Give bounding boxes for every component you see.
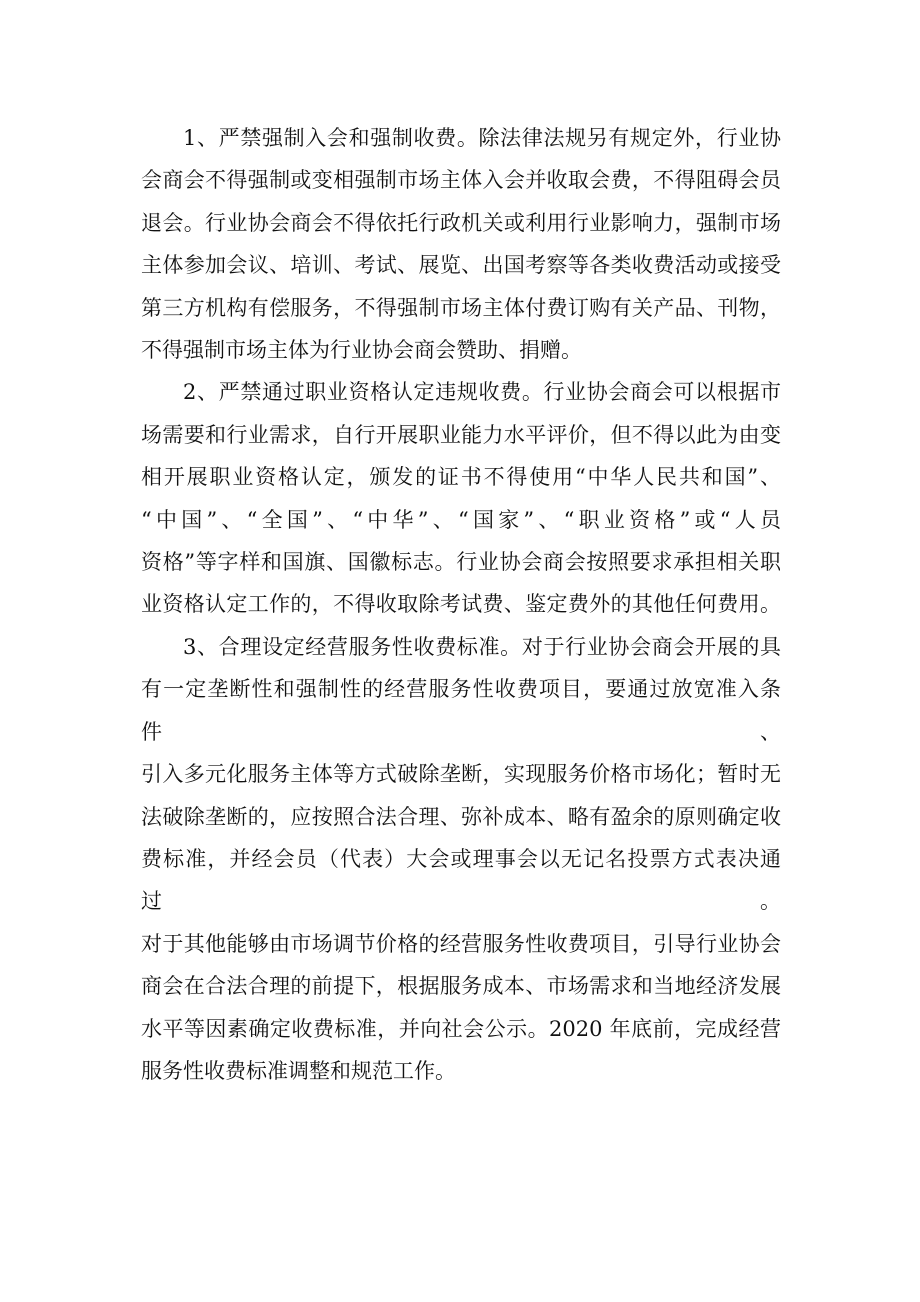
- text-line: 场需要和行业需求，自行开展职业能力水平评价，但不得以此为由变: [141, 422, 781, 447]
- text-line: 业资格认定工作的，不得收取除考试费、鉴定费外的其他任何费用。: [141, 592, 781, 617]
- text-line: 2、严禁通过职业资格认定违规收费。行业协会商会可以根据市: [183, 380, 781, 405]
- text-line: 引入多元化服务主体等方式破除垄断，实现服务价格市场化；暂时无: [141, 762, 781, 787]
- paragraph-3: [141, 626, 781, 1092]
- paragraph-2: [141, 371, 781, 625]
- text-line: 法破除垄断的，应按照合法合理、弥补成本、略有盈余的原则确定收: [141, 804, 781, 829]
- text-line: 主体参加会议、培训、考试、展览、出国考察等各类收费活动或接受: [141, 253, 781, 278]
- text-line: 费标准，并经会员（代表）大会或理事会以无记名投票方式表决通过。: [141, 846, 781, 914]
- text-line: 有一定垄断性和强制性的经营服务性收费项目，要通过放宽准入条件、: [141, 677, 781, 744]
- text-line: 会商会不得强制或变相强制市场主体入会并收取会费，不得阻碍会员: [141, 168, 781, 193]
- text-line: 相开展职业资格认定，颁发的证书不得使用“中华人民共和国”、: [141, 465, 781, 490]
- text-line: 水平等因素确定收费标准，并向社会公示。2020 年底前，完成经营: [141, 1016, 781, 1041]
- text-line: 3、合理设定经营服务性收费标准。对于行业协会商会开展的具: [183, 634, 781, 659]
- text-line: “中国”、“全国”、“中华”、“国家”、“职业资格”或“人员: [141, 507, 781, 532]
- text-line: 商会在合法合理的前提下，根据服务成本、市场需求和当地经济发展: [141, 974, 781, 999]
- text-line: 资格”等字样和国旗、国徽标志。行业协会商会按照要求承担相关职: [141, 550, 781, 575]
- document-body: [141, 117, 781, 1092]
- text-line: 第三方机构有偿服务，不得强制市场主体付费订购有关产品、刊物，: [141, 295, 781, 320]
- text-line: 服务性收费标准调整和规范工作。: [141, 1058, 456, 1083]
- text-line: 1、严禁强制入会和强制收费。除法律法规另有规定外，行业协: [183, 126, 781, 150]
- text-line: 不得强制市场主体为行业协会商会赞助、捐赠。: [141, 338, 582, 363]
- text-line: 退会。行业协会商会不得依托行政机关或利用行业影响力，强制市场: [141, 210, 781, 235]
- text-line: 对于其他能够由市场调节价格的经营服务性收费项目，引导行业协会: [141, 931, 781, 956]
- paragraph-1: [141, 117, 781, 371]
